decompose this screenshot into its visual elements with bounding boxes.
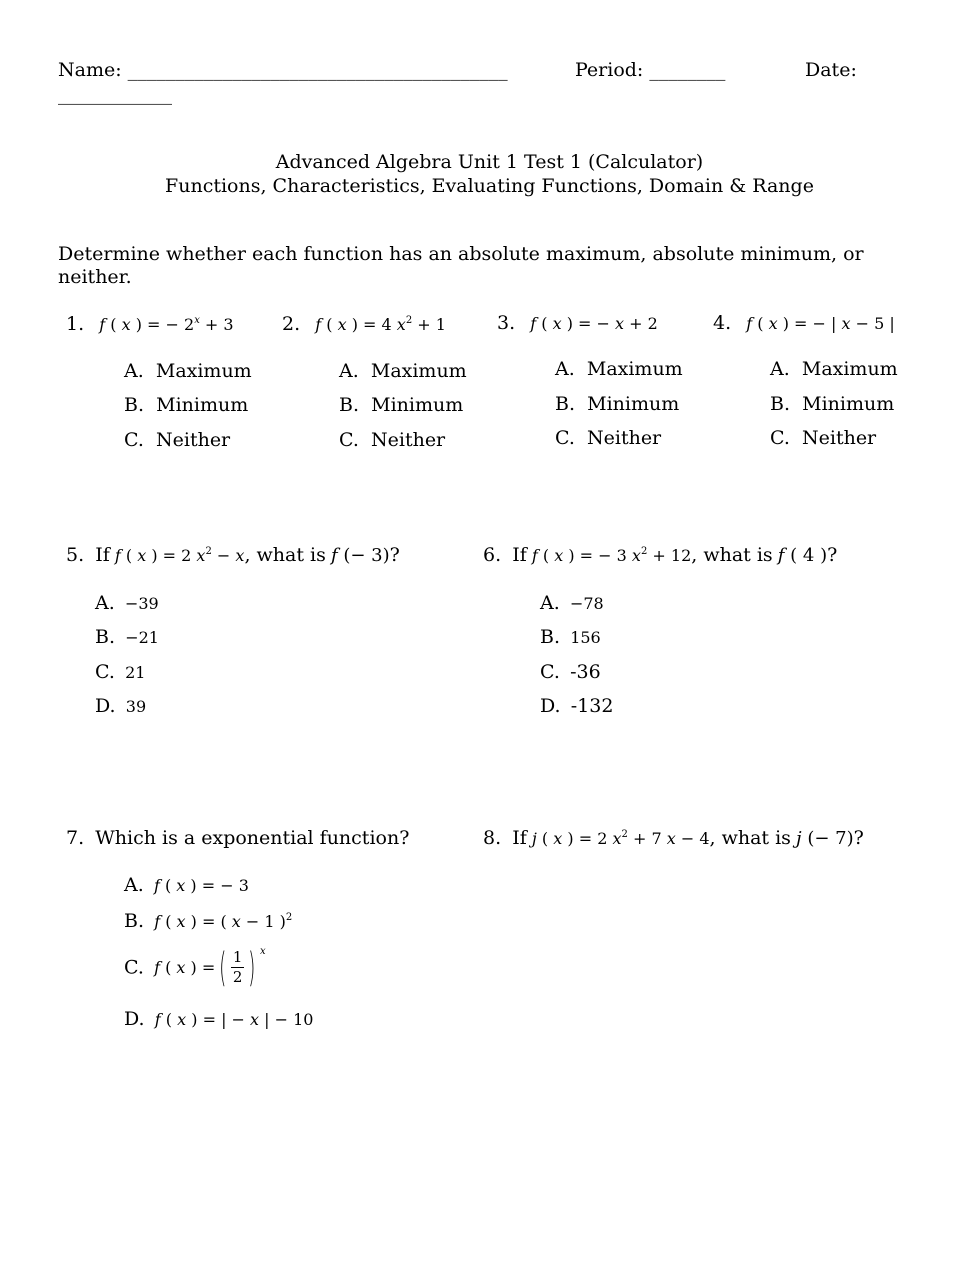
question-7 [66, 827, 409, 849]
question-2 [282, 313, 446, 335]
question-expression: f ( x ) = − $2^x + 3$ [99, 315, 234, 334]
q1-option-c[interactable]: C. Neither [124, 429, 231, 451]
q3-option-b[interactable]: B. Minimum [555, 393, 680, 415]
q3-option-a[interactable]: A. Maximum [555, 358, 683, 380]
question-4 [713, 312, 895, 334]
q3-option-c[interactable]: C. Neither [555, 427, 662, 449]
question-expression: j ( x ) = 2 $x^2 + 7$ x − 4 [531, 829, 710, 848]
question-target: f (− 3) [330, 545, 390, 566]
question-expression: f ( x ) = 2 $x^2 - x$ [114, 546, 245, 565]
question-number: 8. [483, 827, 502, 849]
question-middle: , what is [244, 544, 326, 566]
question-prefix: If [512, 544, 527, 566]
q5-option-d[interactable]: D. 39 [95, 695, 147, 717]
question-text: Which is a exponential function? [95, 827, 410, 849]
q4-option-b[interactable]: B. Minimum [770, 393, 895, 415]
test-title: Advanced Algebra Unit 1 Test 1 (Calculator) [275, 151, 704, 173]
question-number: 3. [497, 312, 516, 334]
question-expression: f ( x ) = − | x − 5 | [746, 314, 895, 333]
question-number: 6. [483, 544, 502, 566]
q7-option-a[interactable]: A. f ( x ) = − 3 [124, 874, 249, 896]
q6-option-d[interactable]: D. -132 [540, 695, 614, 717]
period-field-label: Period: ________ [575, 59, 726, 81]
question-prefix: If [95, 544, 110, 566]
question-8: 8. If j ( x ) = 2 $x^2 + 7$ x − 4, what is j (− 7)? [483, 827, 864, 849]
question-expression: f ( x ) = − x + 2 [530, 314, 658, 333]
q7-option-c[interactable]: C. f ( x ) = ( $\frac{1}{2}$ ) $^x$ [124, 944, 266, 991]
question-middle: , what is [691, 544, 773, 566]
q6-option-a[interactable]: A. −78 [540, 592, 604, 614]
q4-option-c[interactable]: C. Neither [770, 427, 877, 449]
question-target: j (− 7) [796, 828, 854, 849]
instructions-line-2: neither. [58, 266, 132, 288]
question-number: 2. [282, 313, 301, 335]
question-number: 1. [66, 313, 85, 335]
test-subtitle: Functions, Characteristics, Evaluating Functions, Domain & Range [165, 175, 814, 197]
question-middle: , what is [709, 827, 791, 849]
q5-option-a[interactable]: A. −39 [95, 592, 159, 614]
q4-option-a[interactable]: A. Maximum [770, 358, 898, 380]
question-3 [497, 312, 658, 334]
q6-option-b[interactable]: B. 156 [540, 626, 601, 648]
question-6: 6. If f ( x ) = − 3 $x^2 + 12$, what is f ( 4 )? [483, 544, 838, 566]
q2-option-a[interactable]: A. Maximum [339, 360, 467, 382]
question-expression: f ( x ) = 4 $x^2 + 1$ [315, 315, 446, 334]
q6-option-c[interactable]: C. -36 [540, 661, 601, 683]
q1-option-a[interactable]: A. Maximum [124, 360, 252, 382]
date-field-line: ____________ [58, 83, 172, 105]
question-number: 5. [66, 544, 85, 566]
question-number: 7. [66, 827, 85, 849]
q5-option-c[interactable]: C. 21 [95, 661, 146, 683]
question-expression: f ( x ) = − 3 $x^2 + 12$ [531, 546, 692, 565]
question-target: f ( 4 ) [777, 545, 828, 566]
instructions-line-1: Determine whether each function has an absolute maximum, absolute minimum, or [58, 243, 864, 265]
question-1 [66, 313, 234, 335]
q7-option-d[interactable]: D. f ( x ) = | − x | − 10 [124, 1008, 314, 1030]
date-field-label: Date: [805, 59, 857, 81]
q2-option-c[interactable]: C. Neither [339, 429, 446, 451]
question-prefix: If [512, 827, 527, 849]
question-number: 4. [713, 312, 732, 334]
q5-option-b[interactable]: B. −21 [95, 626, 159, 648]
q2-option-b[interactable]: B. Minimum [339, 394, 464, 416]
q7-option-b[interactable]: B. f ( x ) = ( x − 1 )$^2$ [124, 910, 293, 932]
q1-option-b[interactable]: B. Minimum [124, 394, 249, 416]
name-field-label: Name: ________________________________________ [58, 59, 508, 81]
question-5: 5. If f ( x ) = 2 $x^2 - x$, what is f (− 3)? [66, 544, 400, 566]
